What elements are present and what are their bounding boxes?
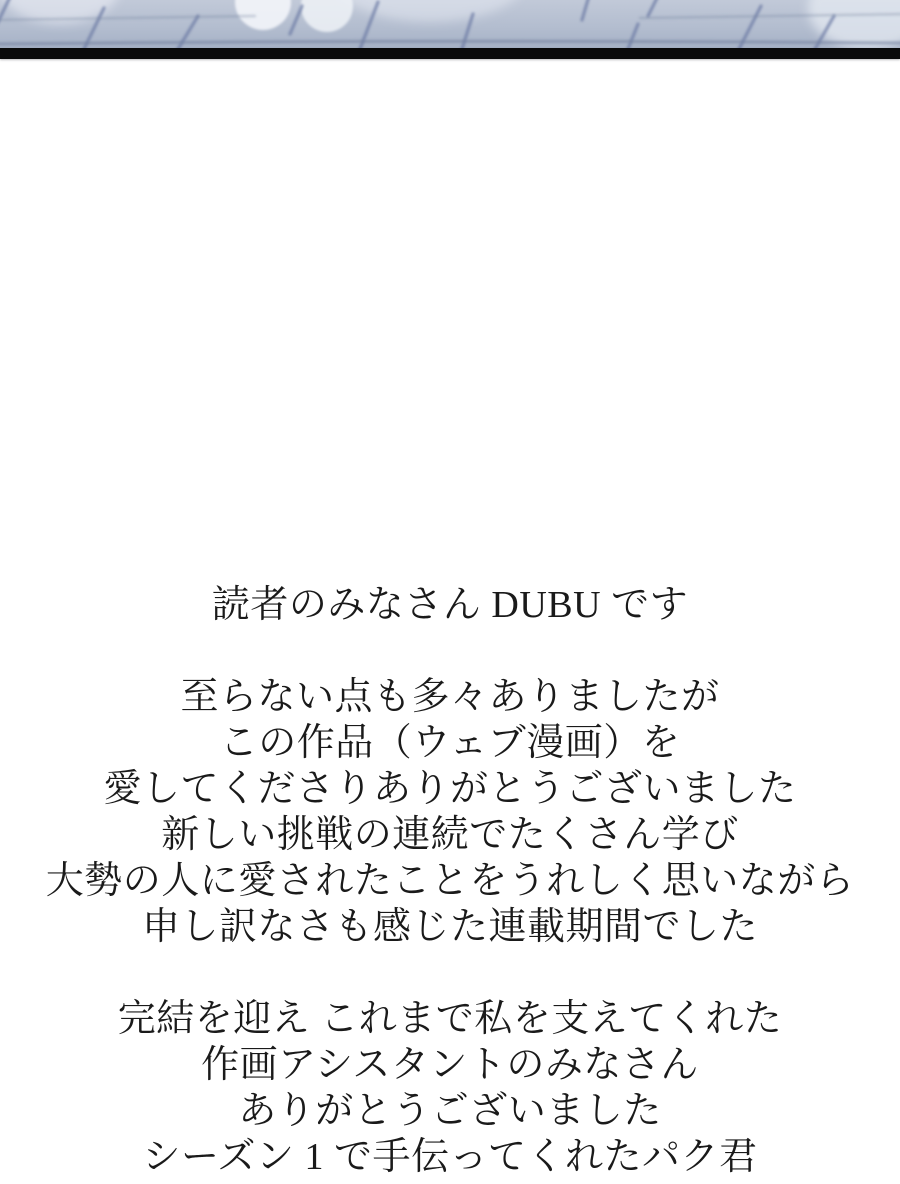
- afterword-line: 愛してくださりありがとうございました: [103, 768, 797, 810]
- afterword-paragraph: [0, 674, 900, 950]
- afterword-paragraph: [0, 582, 900, 628]
- afterword-line: 新しい挑戦の連続でたくさん学び: [161, 814, 739, 856]
- afterword-line: 作画アシスタントのみなさん: [201, 1044, 699, 1086]
- afterword-line: 申し訳なさも感じた連載期間でした: [141, 906, 758, 948]
- afterword-line: 完結を迎え これまで私を支えてくれた: [117, 998, 783, 1040]
- afterword-paragraph: [0, 996, 900, 1180]
- afterword-line: 至らない点も多々ありましたが: [180, 676, 720, 718]
- tiled-ceiling-illustration: [0, 0, 900, 48]
- afterword-line: 大勢の人に愛されたことをうれしく思いながら: [45, 860, 855, 902]
- black-divider-bar: [0, 48, 900, 59]
- afterword-line: 読者のみなさん DUBU です: [211, 584, 689, 626]
- afterword-line: シーズン 1 で手伝ってくれたパク君: [142, 1136, 758, 1178]
- afterword-line: この作品（ウェブ漫画）を: [219, 722, 681, 764]
- afterword-line: ありがとうございました: [238, 1090, 662, 1132]
- header-artwork-tiled-ceiling: [0, 0, 900, 48]
- afterword-text-block: [0, 582, 900, 1180]
